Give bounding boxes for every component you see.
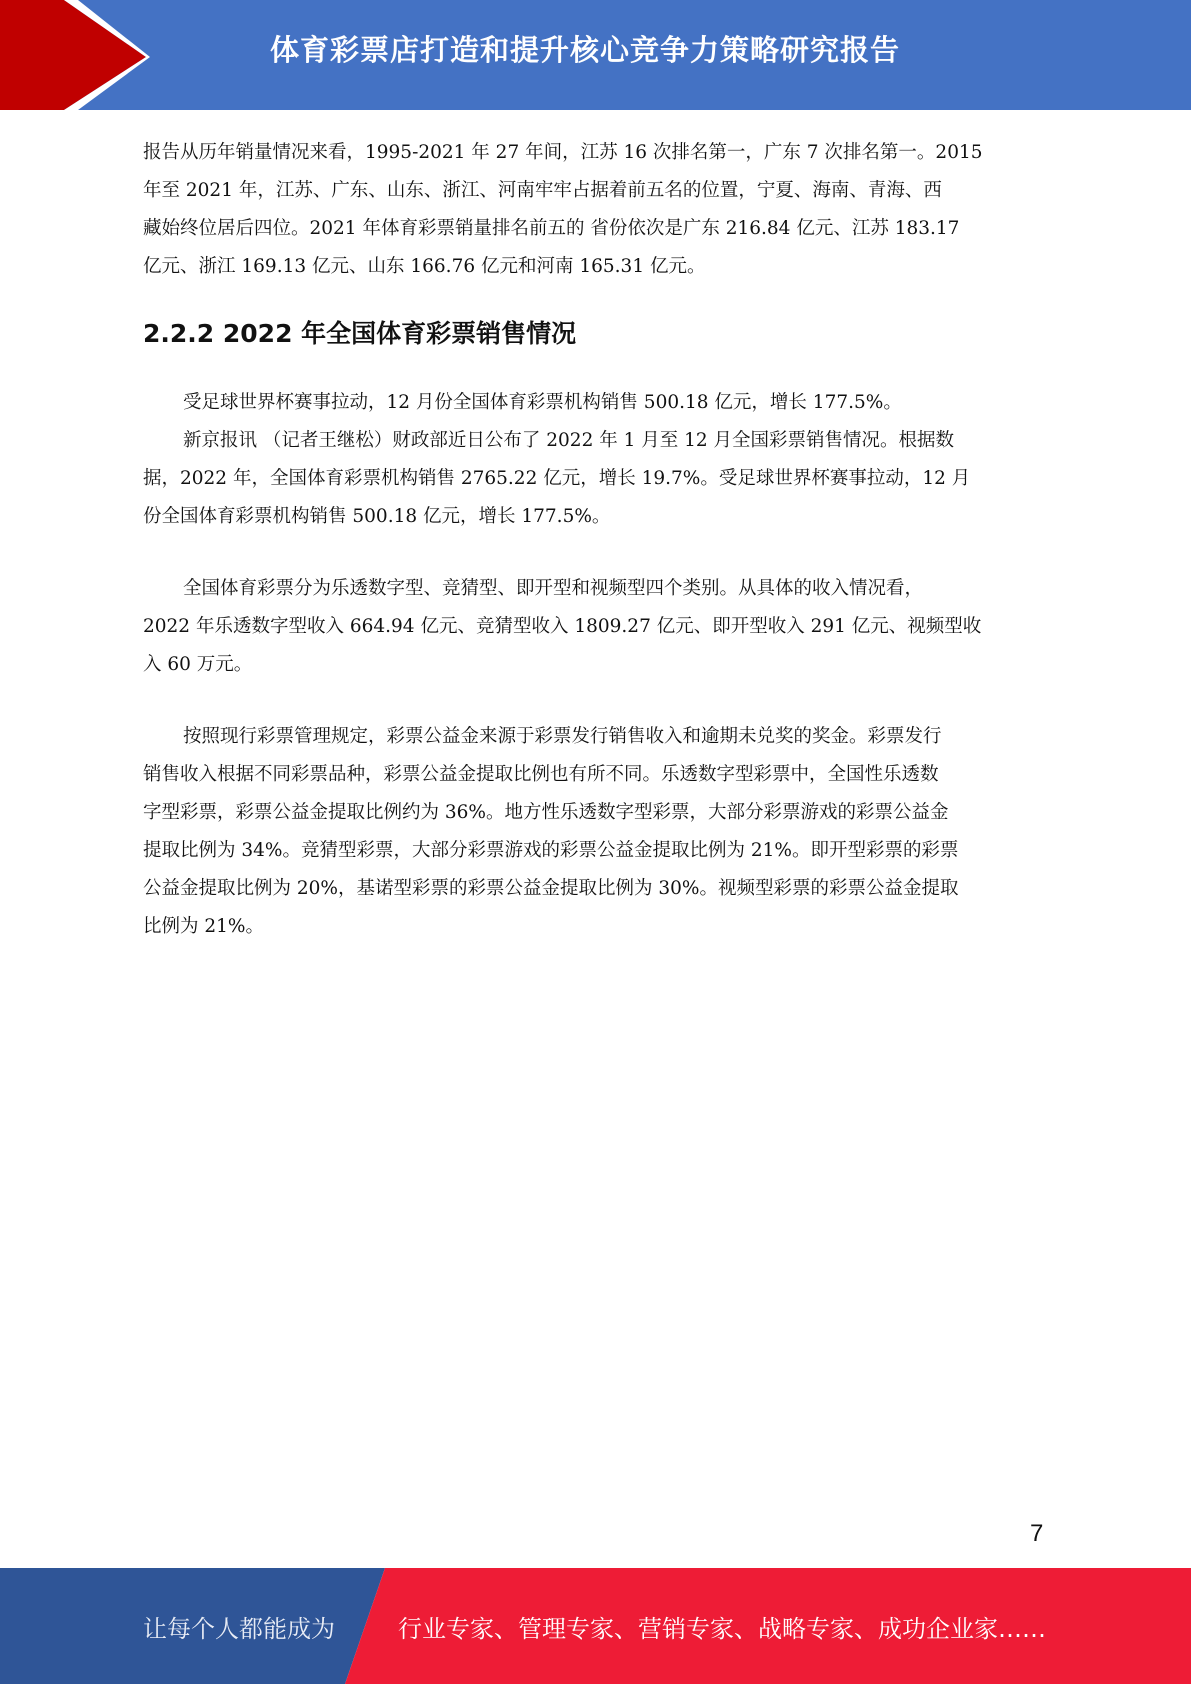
text-line: 份全国体育彩票机构销售 500.18 亿元，增长 177.5%。 [143, 506, 611, 527]
text-line: 销售收入根据不同彩票品种，彩票公益金提取比例也有所不同。乐透数字型彩票中，全国性乐透数 [143, 764, 939, 785]
text-line: 按照现行彩票管理规定，彩票公益金来源于彩票发行销售收入和逾期未兑奖的奖金。彩票发行 [183, 726, 942, 747]
text-line: 公益金提取比例为 20%，基诺型彩票的彩票公益金提取比例为 30%。视频型彩票的彩票公益金提取 [143, 878, 959, 899]
footer-slogan-left: 让每个人都能成为 [143, 1615, 335, 1643]
public-welfare-paragraph [143, 718, 1043, 946]
header-arrow-decoration [0, 0, 300, 110]
text-line: 年至 2021 年，江苏、广东、山东、浙江、河南牢牢占据着前五名的位置，宁夏、海南、青海、西 [143, 180, 942, 201]
category-paragraph [143, 570, 1043, 684]
text-line: 据，2022 年，全国体育彩票机构销售 2765.22 亿元，增长 19.7%。受足球世界杯赛事拉动，12 月 [143, 468, 971, 489]
section-heading: 2.2.2 2022 年全国体育彩票销售情况 [143, 319, 577, 348]
text-line: 2022 年乐透数字型收入 664.94 亿元、竞猜型收入 1809.27 亿元、即开型收入 291 亿元、视频型收 [143, 616, 982, 637]
text-line: 字型彩票，彩票公益金提取比例约为 36%。地方性乐透数字型彩票，大部分彩票游戏的彩票公益金 [143, 802, 949, 823]
sales-paragraph [143, 384, 1043, 536]
page-footer [0, 1568, 1191, 1684]
document-body [143, 134, 1043, 946]
text-line: 提取比例为 34%。竞猜型彩票，大部分彩票游戏的彩票公益金提取比例为 21%。即开型彩票的彩票 [143, 840, 959, 861]
page-header [0, 0, 1191, 110]
text-line: 新京报讯 （记者王继松）财政部近日公布了 2022 年 1 月至 12 月全国彩票销售情况。根据数 [183, 430, 955, 451]
text-line: 受足球世界杯赛事拉动，12 月份全国体育彩票机构销售 500.18 亿元，增长 177.5%。 [183, 392, 902, 413]
report-title: 体育彩票店打造和提升核心竞争力策略研究报告 [270, 33, 901, 67]
text-line: 藏始终位居后四位。2021 年体育彩票销量排名前五的 省份依次是广东 216.84 亿元、江苏 183.17 [143, 218, 960, 239]
text-line: 入 60 万元。 [143, 654, 253, 675]
text-line: 亿元、浙江 169.13 亿元、山东 166.76 亿元和河南 165.31 亿元。 [143, 256, 706, 277]
intro-paragraph [143, 134, 1043, 286]
page-number: 7 [1030, 1520, 1044, 1547]
text-line: 全国体育彩票分为乐透数字型、竞猜型、即开型和视频型四个类别。从具体的收入情况看， [183, 578, 924, 599]
text-line: 报告从历年销量情况来看，1995-2021 年 27 年间，江苏 16 次排名第一，广东 7 次排名第一。2015 [143, 142, 983, 163]
text-line: 比例为 21%。 [143, 916, 265, 937]
footer-slogan-right: 行业专家、管理专家、营销专家、战略专家、成功企业家…… [398, 1615, 1046, 1643]
